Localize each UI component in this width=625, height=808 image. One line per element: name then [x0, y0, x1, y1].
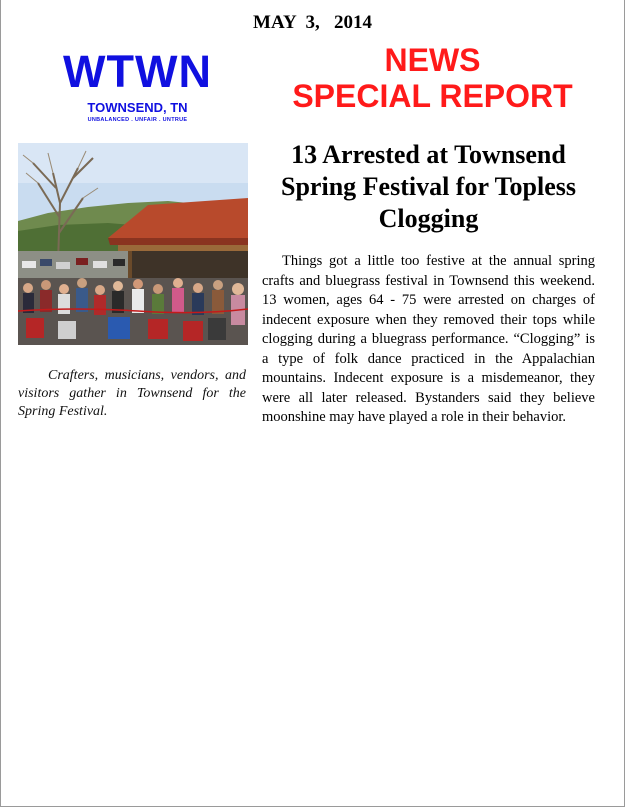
banner-news: NEWS [384, 42, 481, 78]
festival-photo [18, 143, 248, 345]
station-logo: WTWN [63, 46, 212, 97]
station-location: TOWNSEND, TN [87, 100, 188, 115]
station-tagline: UNBALANCED . UNFAIR . UNTRUE [87, 117, 188, 123]
banner-special-report: SPECIAL REPORT [292, 78, 573, 114]
photo-caption: Crafters, musicians, vendors, and visitors gather in Townsend for the Spring Festival. [18, 368, 246, 419]
issue-date: MAY 3, 2014 [253, 12, 372, 33]
article-body: Things got a little too festive at the annual spring crafts and bluegrass festival in Townsend this weekend. 13 women, ages 64 - 75 were arrested on charges of indecent exposure when they removed their tops while clogging during a bluegrass performance. “Clogging” is a type of folk dance practiced in the Appalachian mountains. Indecent exposure is a misdemeanor, they were all later released. Bystanders said they believe moonshine may have played a role in their behavior. [262, 253, 595, 425]
article-headline: 13 Arrested at Townsend Spring Festival for Topless Clogging [281, 140, 576, 233]
